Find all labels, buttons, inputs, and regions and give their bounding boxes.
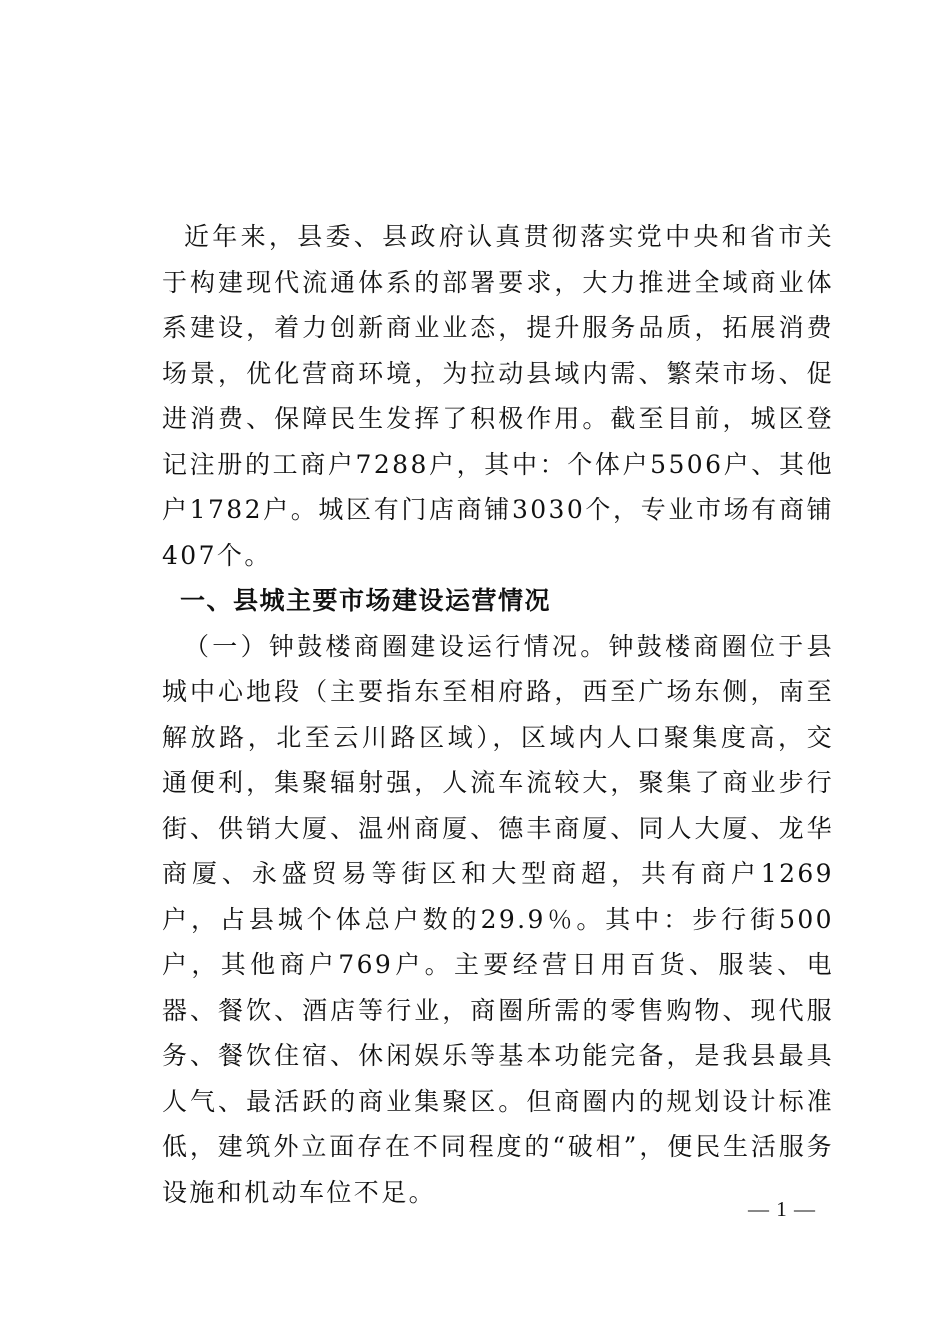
intro-paragraph: 近年来，县委、县政府认真贯彻落实党中央和省市关于构建现代流通体系的部署要求，大力推进全域商业体系建设，着力创新商业业态，提升服务品质，拓展消费场景，优化营商环境，为拉动县域内需、繁荣市场、促进消费、保障民生发挥了积极作用。截至目前，城区登记注册的工商户7288户，其中：个体户5506户、其他户1782户。城区有门店商铺3030个，专业市场有商铺407个。 — [162, 222, 834, 570]
section-paragraph: （一）钟鼓楼商圈建设运行情况。钟鼓楼商圈位于县城中心地段（主要指东至相府路，西至广场东侧，南至解放路，北至云川路区域），区域内人口聚集度高，交通便利，集聚辐射强，人流车流较大，聚集了商业步行街、供销大厦、温州商厦、德丰商厦、同人大厦、龙华商厦、永盛贸易等街区和大型商超，共有商户1269户，占县城个体总户数的29.9％。其中：步行街500户，其他商户769户。主要经营日用百货、服装、电器、餐饮、酒店等行业，商圈所需的零售购物、现代服务、餐饮住宿、休闲娱乐等基本功能完备，是我县最具人气、最活跃的商业集聚区。但商圈内的规划设计标准低，建筑外立面存在不同程度的“破相”，便民生活服务设施和机动车位不足。 — [162, 631, 834, 1207]
document-body — [162, 214, 834, 1215]
page-number: — 1 — — [748, 1197, 816, 1221]
section-heading: 一、县城主要市场建设运营情况 — [180, 586, 552, 615]
